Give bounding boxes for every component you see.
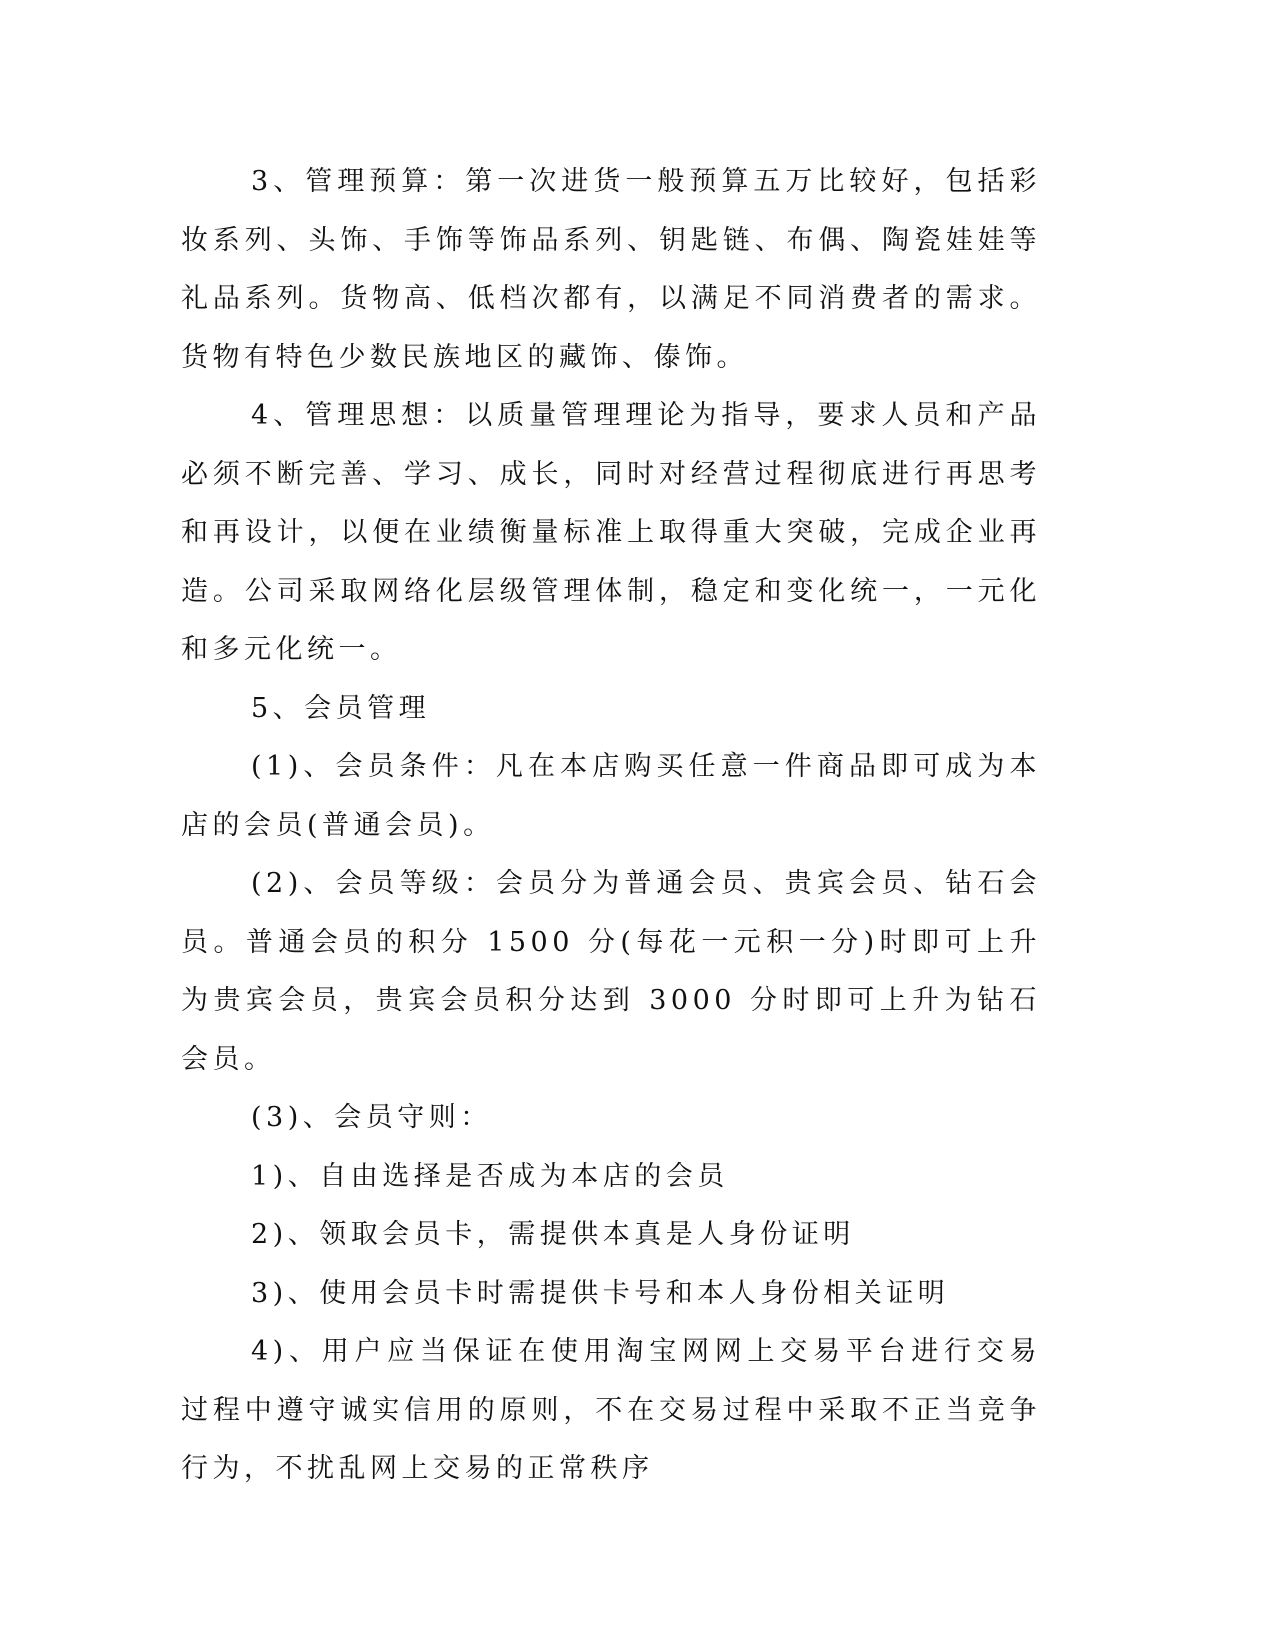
list-item-rule-2: 2)、领取会员卡，需提供本真是人身份证明 (251, 1219, 855, 1250)
section-heading-membership: 5、会员管理 (251, 692, 431, 724)
list-item-rule-4: 4)、用户应当保证在使用淘宝网网上交易平台进行交易过程中遵守诚实信用的原则，不在交易过程中采取不正当竞争行为，不扰乱网上交易的正常秩序 (181, 1336, 1041, 1484)
list-item-rule-3: 3)、使用会员卡时需提供卡号和本人身份相关证明 (251, 1277, 950, 1309)
document-body (181, 153, 1041, 1499)
list-item-rule-1: 1)、自由选择是否成为本店的会员 (251, 1160, 729, 1192)
paragraph-philosophy: 4、管理思想：以质量管理理论为指导，要求人员和产品必须不断完善、学习、成长，同时对经营过程彻底进行再思考和再设计，以便在业绩衡量标准上取得重大突破，完成企业再造。公司采取网络化层级管理体制，稳定和变化统一，一元化和多元化统一。 (181, 400, 1041, 665)
paragraph-member-conditions: (1)、会员条件：凡在本店购买任意一件商品即可成为本店的会员(普通会员)。 (181, 751, 1041, 841)
subheading-member-rules: (3)、会员守则： (251, 1102, 492, 1133)
paragraph-member-levels: (2)、会员等级：会员分为普通会员、贵宾会员、钻石会员。普通会员的积分 1500 分(每花一元积一分)时即可上升为贵宾会员，贵宾会员积分达到 3000 分时即可上升为钻石会员。 (181, 868, 1041, 1075)
paragraph-budget: 3、管理预算：第一次进货一般预算五万比较好，包括彩妆系列、头饰、手饰等饰品系列、钥匙链、布偶、陶瓷娃娃等礼品系列。货物高、低档次都有，以满足不同消费者的需求。货物有特色少数民族地区的藏饰、傣饰。 (181, 166, 1041, 373)
